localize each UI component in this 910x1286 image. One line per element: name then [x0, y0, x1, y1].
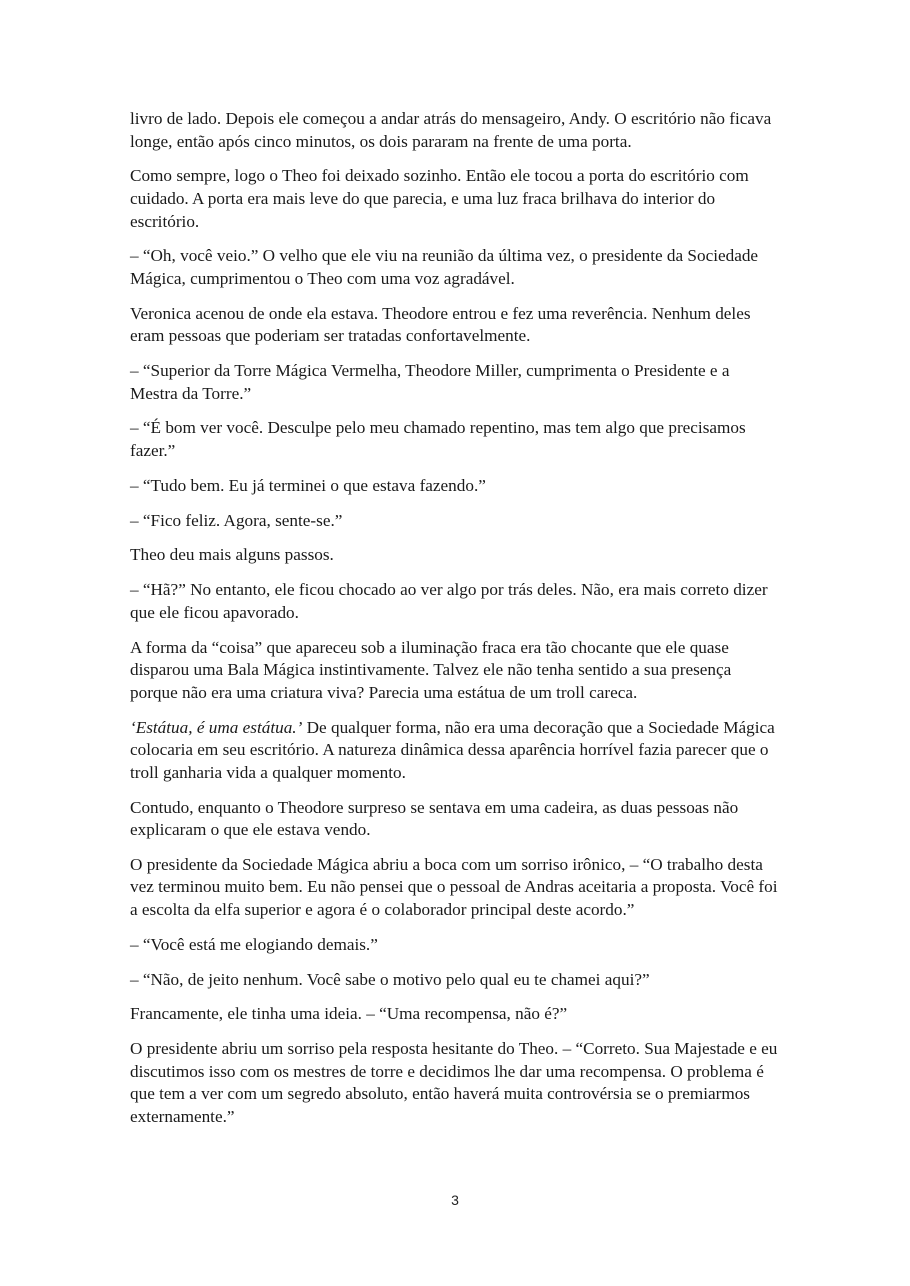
paragraph: Contudo, enquanto o Theodore surpreso se sentava em uma cadeira, as duas pessoas não explicaram o que ele estava vendo. — [130, 797, 739, 840]
paragraph: – “Hã?” No entanto, ele ficou chocado ao ver algo por trás deles. Não, era mais correto dizer que ele ficou apavorado. — [130, 580, 768, 622]
paragraph — [130, 717, 780, 785]
paragraph: O presidente da Sociedade Mágica abriu a boca com um sorriso irônico, – “O trabalho desta vez terminou muito bem. Eu não pensei que o pessoal de Andras aceitaria a proposta. Você foi a escolta da elfa superior e agora é o colaborador principal deste acordo.” — [130, 854, 778, 920]
paragraph: – “Superior da Torre Mágica Vermelha, Theodore Miller, cumprimenta o Presidente e a Mestra da Torre.” — [130, 361, 730, 403]
paragraph: Theo deu mais alguns passos. — [130, 545, 334, 565]
paragraph: – “Oh, você veio.” O velho que ele viu na reunião da última vez, o presidente da Sociedade Mágica, cumprimentou o Theo com uma voz agradável. — [130, 246, 759, 288]
paragraph: Francamente, ele tinha uma ideia. – “Uma recompensa, não é?” — [130, 1004, 568, 1024]
page-body — [130, 108, 780, 1141]
paragraph: O presidente abriu um sorriso pela resposta hesitante do Theo. – “Correto. Sua Majestade e eu discutimos isso com os mestres de torre e decidimos lhe dar uma recompensa. O problema é que tem a ver com um segredo absoluto, então haverá muita controvérsia se o premiarmos externamente.” — [130, 1039, 778, 1126]
paragraph: – “Tudo bem. Eu já terminei o que estava fazendo.” — [130, 475, 486, 495]
italic-thought: ‘Estátua, é uma estátua.’ — [130, 717, 303, 737]
paragraph: – “Não, de jeito nenhum. Você sabe o motivo pelo qual eu te chamei aqui?” — [130, 969, 650, 989]
paragraph: – “Você está me elogiando demais.” — [130, 934, 378, 954]
paragraph-text: De qualquer forma, não era uma decoração que a Sociedade Mágica colocaria em seu escritório. A natureza dinâmica dessa aparência horrível fazia parecer que o troll ganharia vida a qualquer momento. — [130, 717, 775, 782]
paragraph: Veronica acenou de onde ela estava. Theodore entrou e fez uma reverência. Nenhum deles eram pessoas que poderiam ser tratadas confortavelmente. — [130, 303, 751, 346]
page-number: 3 — [451, 1192, 459, 1208]
paragraph: Como sempre, logo o Theo foi deixado sozinho. Então ele tocou a porta do escritório com cuidado. A porta era mais leve do que parecia, e uma luz fraca brilhava do interior do escritório. — [130, 166, 749, 231]
paragraph: livro de lado. Depois ele começou a andar atrás do mensageiro, Andy. O escritório não ficava longe, então após cinco minutos, os dois pararam na frente de uma porta. — [130, 109, 772, 151]
paragraph: A forma da “coisa” que apareceu sob a iluminação fraca era tão chocante que ele quase disparou uma Bala Mágica instintivamente. Talvez ele não tenha sentido a sua presença porque não era uma criatura viva? Parecia uma estátua de um troll careca. — [130, 637, 732, 702]
paragraph: – “É bom ver você. Desculpe pelo meu chamado repentino, mas tem algo que precisamos fazer.” — [130, 418, 746, 461]
paragraph: – “Fico feliz. Agora, sente-se.” — [130, 510, 343, 530]
